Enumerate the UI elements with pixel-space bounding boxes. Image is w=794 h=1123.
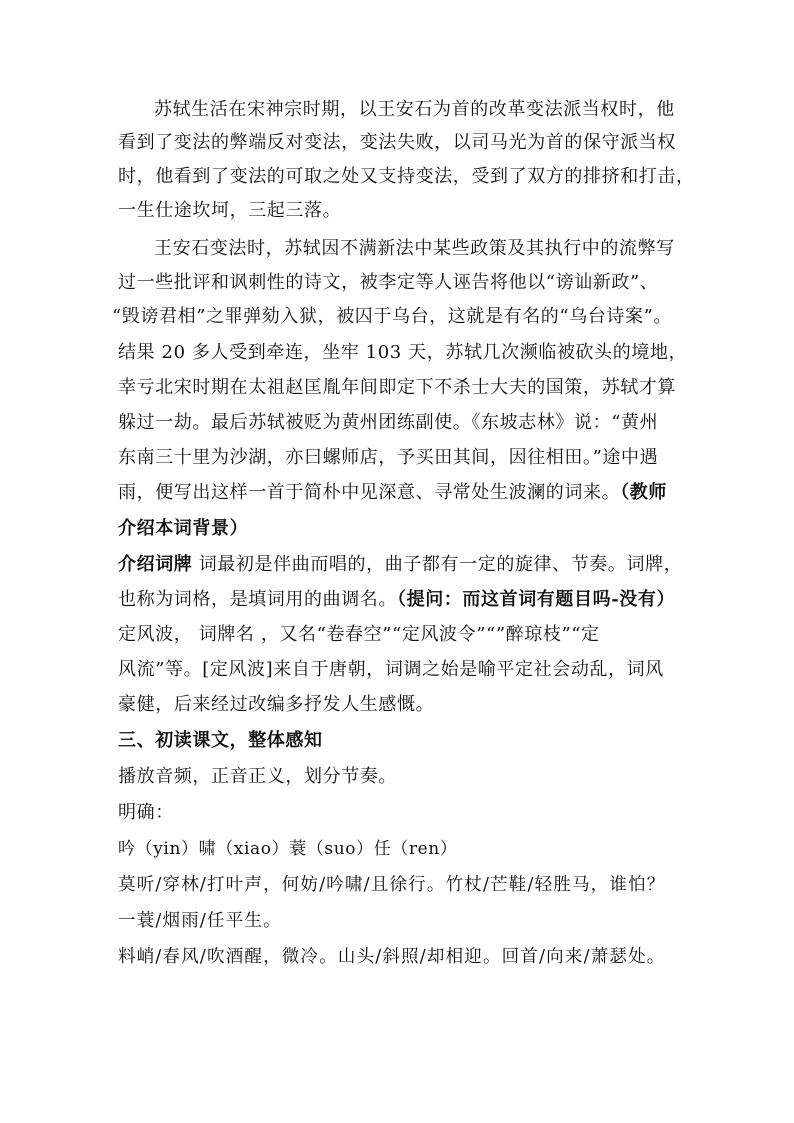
teacher-note: （教师	[620, 482, 668, 503]
section-heading: 三、初读课文，整体感知	[118, 730, 323, 751]
paragraph-line: 看到了变法的弊端反对变法，变法失败，以司马光为首的保守派当权	[118, 132, 676, 153]
paragraph-line: 过一些批评和讽刺性的诗文，被李定等人诬告将他以“谤讪新政”、	[118, 272, 659, 293]
paragraph-line: 风流”等。[定风波]来自于唐朝，词调之始是喻平定社会动乱，词风	[118, 659, 664, 680]
paragraph-line: 播放音频，正音正义，划分节奏。	[118, 766, 397, 787]
pinyin-line: 吟（yin）啸（xiao）蓑（suo）任（ren）	[118, 839, 458, 859]
paragraph-line: 王安石变法时，苏轼因不满新法中某些政策及其执行中的流弊写	[154, 238, 675, 259]
poem-line: 料峭/春风/吹酒醒，微冷。山头/斜照/却相迎。回首/向来/萧瑟处。	[118, 947, 666, 967]
paragraph-line: 豪健，后来经过改编多抒发人生感慨。	[118, 694, 435, 715]
paragraph-line	[118, 585, 675, 615]
paragraph-line: 苏轼生活在宋神宗时期，以王安石为首的改革变法派当权时，他	[154, 99, 675, 120]
clarify-label: 明确：	[118, 802, 174, 823]
paragraph-line: “毁谤君相”之罪弹劾入狱，被囚于乌台，这就是有名的“乌台诗案”。	[112, 306, 673, 327]
paragraph-line: 躲过一劫。最后苏轼被贬为黄州团练副使。《东坡志林》说：“黄州	[118, 412, 659, 433]
paragraph-line: 结果 20 多人受到牵连，坐牢 103 天，苏轼几次濒临被砍头的境地，	[118, 342, 688, 363]
poem-line: 一蓑/烟雨/任平生。	[118, 911, 282, 931]
question-note: （提问：而这首词有题目吗-没有）	[397, 589, 676, 610]
cipai-heading: 介绍词牌	[118, 554, 193, 575]
paragraph-text: 词最初是伴曲而唱的，曲子都有一定的旋律、节奏。词牌，	[192, 554, 683, 575]
paragraph-line: 定风波， 词牌名 ，又名“卷春空”“定风波令”“”醉琼枝”“定	[118, 624, 600, 645]
teacher-note: 介绍本词背景）	[118, 518, 249, 539]
paragraph-line: 幸亏北宋时期在太祖赵匡胤年间即定下不杀士大夫的国策，苏轼才算	[118, 377, 676, 398]
paragraph-line: 东南三十里为沙湖，亦曰螺师店，予买田其间，因往相田。”途中遇	[118, 447, 659, 468]
paragraph-line	[118, 550, 682, 580]
paragraph-line: 时，他看到了变法的可取之处又支持变法，受到了双方的排挤和打击，	[118, 166, 695, 187]
paragraph-text: 也称为词格，是填词用的曲调名。	[118, 589, 397, 610]
paragraph-line: 一生仕途坎坷，三起三落。	[118, 200, 342, 221]
poem-line: 莫听/穿林/打叶声，何妨/吟啸/且徐行。竹杖/芒鞋/轻胜马，谁怕？	[118, 875, 666, 895]
paragraph-line	[118, 478, 667, 508]
paragraph-text: 雨，便写出这样一首于简朴中见深意、寻常处生波澜的词来。	[118, 482, 621, 503]
